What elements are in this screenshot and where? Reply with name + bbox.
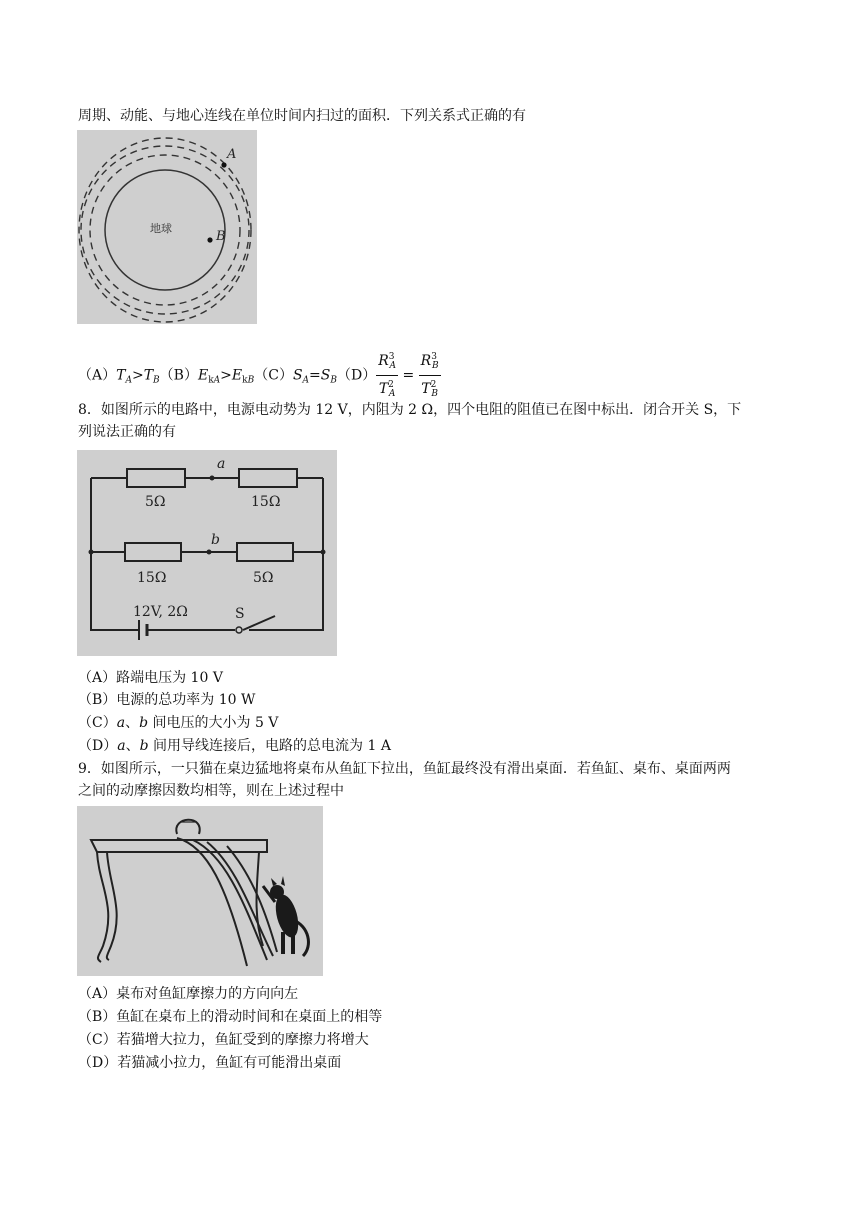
node-a-dot [210, 476, 215, 481]
q7-option-c-prefix: （C） [254, 367, 293, 384]
q8-option-c [78, 713, 278, 733]
q9-stem-line2: 之间的动摩擦因数均相等，则在上述过程中 [78, 783, 344, 799]
kepler-fraction-right: $\frac{R^3_B}{T^2_B}$ [419, 348, 441, 403]
q8-stem-line1: 8．如图所示的电路中，电源电动势为 12 V，内阻为 2 Ω，四个电阻的阻值已在图中标出．闭合开关 S，下 [78, 402, 742, 418]
q8-stem-line2: 列说法正确的有 [78, 424, 176, 440]
resistor-bottom-left-label: 15Ω [137, 570, 167, 586]
q8-option-d-node-a: a [117, 738, 126, 754]
q8-option-b: （B）电源的总功率为 10 W [78, 692, 256, 708]
switch-label: S [235, 606, 245, 622]
q7-option-a-prefix: （A） [78, 367, 117, 384]
q7-option-d-prefix: （D） [337, 367, 377, 384]
satellite-b [207, 237, 212, 242]
kepler-fraction-left: $\frac{R^3_A}{T^2_A}$ [376, 348, 398, 403]
source-label: 12V, 2Ω [133, 604, 188, 620]
earth-label: 地球 [150, 222, 172, 235]
q9-stem-line1: 9．如图所示，一只猫在桌边猛地将桌布从鱼缸下拉出，鱼缸最终没有滑出桌面．若鱼缸、桌布、桌面两两 [78, 761, 731, 777]
cat-silhouette [263, 876, 308, 956]
q8-option-d-prefix: （D） [78, 738, 118, 754]
q9-option-b: （B）鱼缸在桌布上的滑动时间和在桌面上的相等 [78, 1009, 383, 1025]
circuit-figure [77, 450, 337, 656]
q9-option-a: （A）桌布对鱼缸摩擦力的方向向左 [78, 986, 299, 1002]
label-b: B [216, 229, 226, 244]
resistor-bottom-right-label: 5Ω [253, 570, 274, 586]
node-b-dot [207, 550, 212, 555]
cat-tablecloth-figure [77, 806, 323, 976]
q8-option-c-text: 间电压的大小为 5 V [148, 715, 279, 731]
orbit-figure [77, 130, 257, 324]
q8-option-c-prefix: （C） [78, 715, 117, 731]
q9-option-c: （C）若猫增大拉力，鱼缸受到的摩擦力将增大 [78, 1032, 369, 1048]
node-b-label: b [211, 532, 220, 548]
q8-option-d-node-b: b [139, 738, 149, 754]
q8-option-d-text: 间用导线连接后，电路的总电流为 1 A [148, 738, 391, 754]
q7-stem-tail: 周期、动能、与地心连线在单位时间内扫过的面积．下列关系式正确的有 [78, 108, 526, 124]
q8-option-c-node-b: b [139, 715, 149, 731]
q7-option-b-prefix: （B） [159, 367, 198, 384]
resistor-top-right-label: 15Ω [251, 494, 281, 510]
q8-option-d-sep: 、 [125, 738, 140, 754]
node-a-label: a [217, 456, 226, 472]
switch-pivot [236, 627, 242, 633]
satellite-a [221, 162, 226, 167]
q9-option-d: （D）若猫减小拉力，鱼缸有可能滑出桌面 [78, 1055, 342, 1071]
resistor-top-left-label: 5Ω [145, 494, 166, 510]
q7-options: $(A)T_A>T_B(B)E_{kA}>E_{kB}(C)S_A=S_B(D)$ $\frac{R^3_A}{T^2_A}$ = $\frac{R^3_B}{T^2_B}$ [78, 348, 441, 384]
label-a: A [227, 147, 237, 162]
q8-option-a: （A）路端电压为 10 V [78, 670, 223, 686]
q8-option-c-node-a: a [116, 715, 126, 731]
q8-option-d [78, 736, 391, 756]
q8-option-c-sep: 、 [125, 715, 140, 731]
